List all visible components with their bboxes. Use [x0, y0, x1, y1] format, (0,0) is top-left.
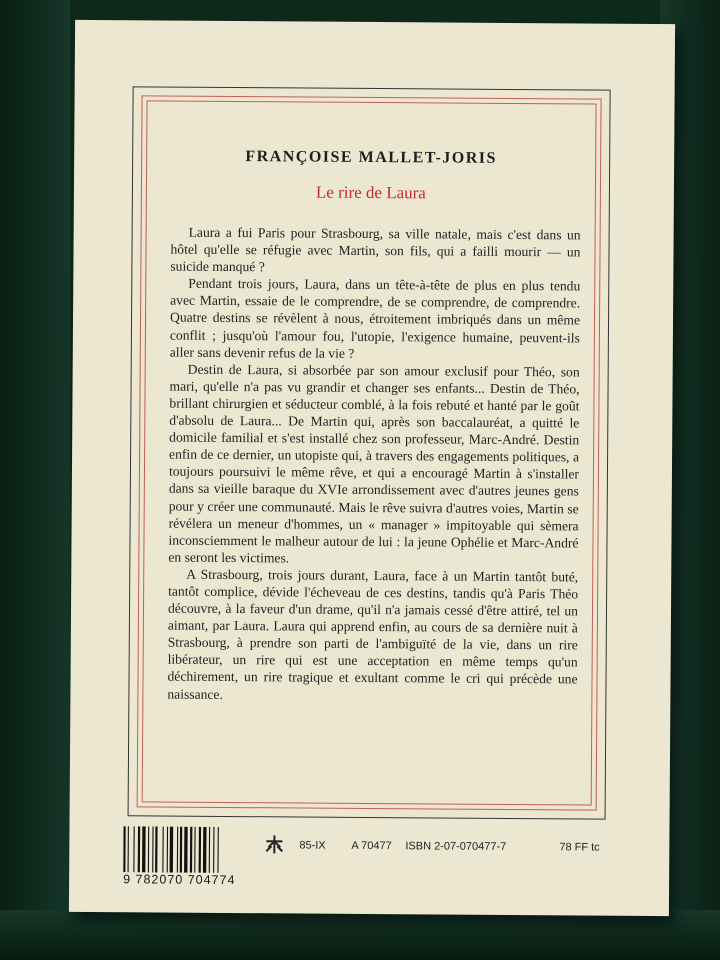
background-bottom — [0, 910, 720, 960]
publication-info — [69, 826, 669, 900]
blurb — [167, 224, 580, 705]
text-frame — [128, 86, 611, 819]
series-code: 85-IX — [299, 839, 326, 852]
book-back-cover — [69, 20, 675, 916]
barcode — [123, 826, 253, 887]
blurb-paragraph: A Strasbourg, trois jours durant, Laura, face à un Martin tantôt buté, tantôt complice, dévide l'écheveau de ces destins, tandis qu'à Paris Théo découvre, à la faveur d'un drame, qu'il n'a jamais cessé d'être attiré, tel un aimant, par Laura. Laura qui apprend enfin, au cours de sa dernière nuit à Strasbourg, à prendre son parti de l'ambiguïté de la vie, dans un rire libérateur, un rire qui est une acceptation en même temps qu'un déchirement, un rire tragique et exultant comme le cri qui précède une naissance. — [167, 566, 579, 702]
blurb-paragraph: Laura a fui Paris pour Strasbourg, sa ville natale, mais c'est dans un hôtel qu'elle se réfugie avec Martin, son fils, qui a failli mourir — un suicide manqué ? — [170, 224, 581, 275]
author-name: FRANÇOISE MALLET-JORIS — [245, 148, 498, 167]
publisher-logo-icon — [263, 833, 285, 855]
book-title: Le rire de Laura — [315, 182, 426, 203]
blurb-paragraph: Destin de Laura, si absorbée par son amour exclusif pour Théo, son mari, qu'elle n'a pas vu grandir et changer ses enfants... Destin de Théo, brillant chirurgien et séducteur comblé, à la fois rebuté et hanté par le goût d'absolu de Laura... De Martin qui, après son baccalauréat, a quitté le domicile familial et s'est installé chez son professeur, Marc-André. Destin enfin de ce dernier, un utopiste qui, à travers des engagements politiques, a toujours poursuivi le même rêve, et qui a encouragé Martin à s'installer dans sa vieille baraque du XVIe arrondissement avec d'autres jeunes gens pour y créer une communauté. Mais le rêve suivra d'autres voies, Martin se révélera un meneur d'hommes, un « manager » impitoyable qui sèmera inconsciemment le malheur autour de lui : la jeune Ophélie et Marc-André en seront les victimes. — [168, 361, 580, 566]
barcode-number: 9 782070 704774 — [123, 872, 236, 888]
blurb-paragraph: Pendant trois jours, Laura, dans un tête-à-tête de plus en plus tendu avec Martin, essaie de le comprendre, de se comprendre, de comprendre. Quatre destins se révèlent à nous, étroitement imbriqués dans un même conflit ; jusqu'où l'amour fou, l'utopie, l'exigence humaine, peuvent-ils aller sans devenir refus de la vie ? — [169, 275, 581, 361]
price: 78 FF tc — [559, 841, 600, 854]
barcode-bars — [123, 826, 253, 873]
isbn: ISBN 2-07-070477-7 — [405, 840, 507, 853]
background-left — [0, 0, 70, 960]
catalog-code: A 70477 — [351, 839, 392, 853]
